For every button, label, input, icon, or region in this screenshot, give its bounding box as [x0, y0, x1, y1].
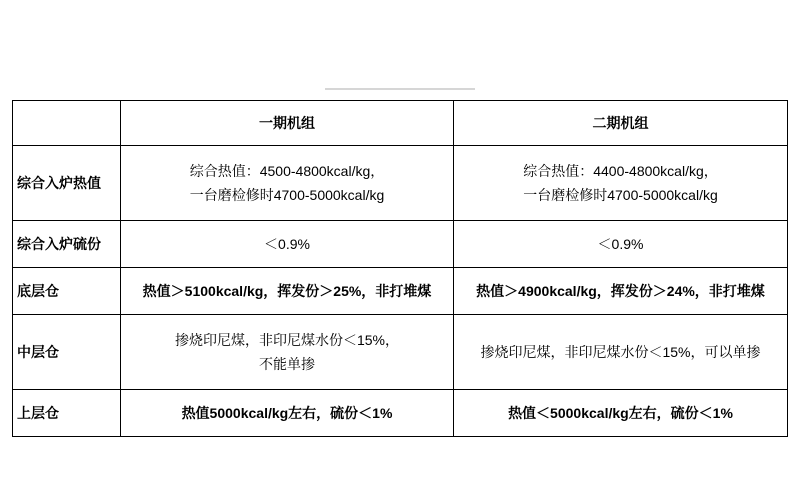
cell-line: 掺烧印尼煤，非印尼煤水份＜15%，可以单掺: [480, 343, 761, 360]
cell-line: 热值＞4900kcal/kg，挥发份＞24%，非打堆煤: [476, 282, 765, 299]
cell-middle-bin-phase-1: [121, 315, 454, 390]
row-label-heat-value: 综合入炉热值: [13, 146, 121, 221]
coal-spec-table: [12, 100, 788, 437]
row-label-bottom-bin: 底层仓: [13, 268, 121, 315]
cell-line: 综合热值：4400-4800kcal/kg，: [523, 162, 718, 179]
cell-top-bin-phase-1: [121, 390, 454, 437]
header-unit-phase-2: 二期机组: [454, 101, 788, 146]
header-corner-cell: [13, 101, 121, 146]
cell-bottom-bin-phase-2: [454, 268, 788, 315]
row-label-top-bin: 上层仓: [13, 390, 121, 437]
top-divider-rule: [325, 88, 475, 90]
table-row: [13, 315, 788, 390]
cell-line: 一台磨检修时4700-5000kcal/kg: [189, 187, 385, 203]
cell-heat-value-phase-2: [454, 146, 788, 221]
table-row: [13, 146, 788, 221]
cell-heat-value-phase-1: [121, 146, 454, 221]
table-row: [13, 268, 788, 315]
cell-line: 热值5000kcal/kg左右，硫份＜1%: [181, 404, 393, 421]
cell-line: 综合热值：4500-4800kcal/kg，: [189, 162, 385, 179]
cell-middle-bin-phase-2: [454, 315, 788, 390]
row-label-middle-bin: 中层仓: [13, 315, 121, 390]
cell-line: 热值＞5100kcal/kg，挥发份＞25%，非打堆煤: [142, 282, 432, 299]
table-header-row: [13, 101, 788, 146]
cell-sulfur-phase-1: [121, 221, 454, 268]
header-unit-phase-1: 一期机组: [121, 101, 454, 146]
cell-line: ＜0.9%: [597, 235, 644, 252]
coal-spec-table-wrapper: [12, 100, 787, 437]
cell-bottom-bin-phase-1: [121, 268, 454, 315]
cell-line: ＜0.9%: [264, 235, 310, 252]
cell-line: 掺烧印尼煤，非印尼煤水份＜15%，: [174, 331, 400, 348]
cell-sulfur-phase-2: [454, 221, 788, 268]
table-row: [13, 221, 788, 268]
cell-line: 热值＜5000kcal/kg左右，硫份＜1%: [508, 404, 733, 421]
cell-line: 不能单掺: [259, 356, 315, 372]
cell-top-bin-phase-2: [454, 390, 788, 437]
cell-line: 一台磨检修时4700-5000kcal/kg: [523, 187, 718, 203]
table-row: [13, 390, 788, 437]
row-label-sulfur: 综合入炉硫份: [13, 221, 121, 268]
